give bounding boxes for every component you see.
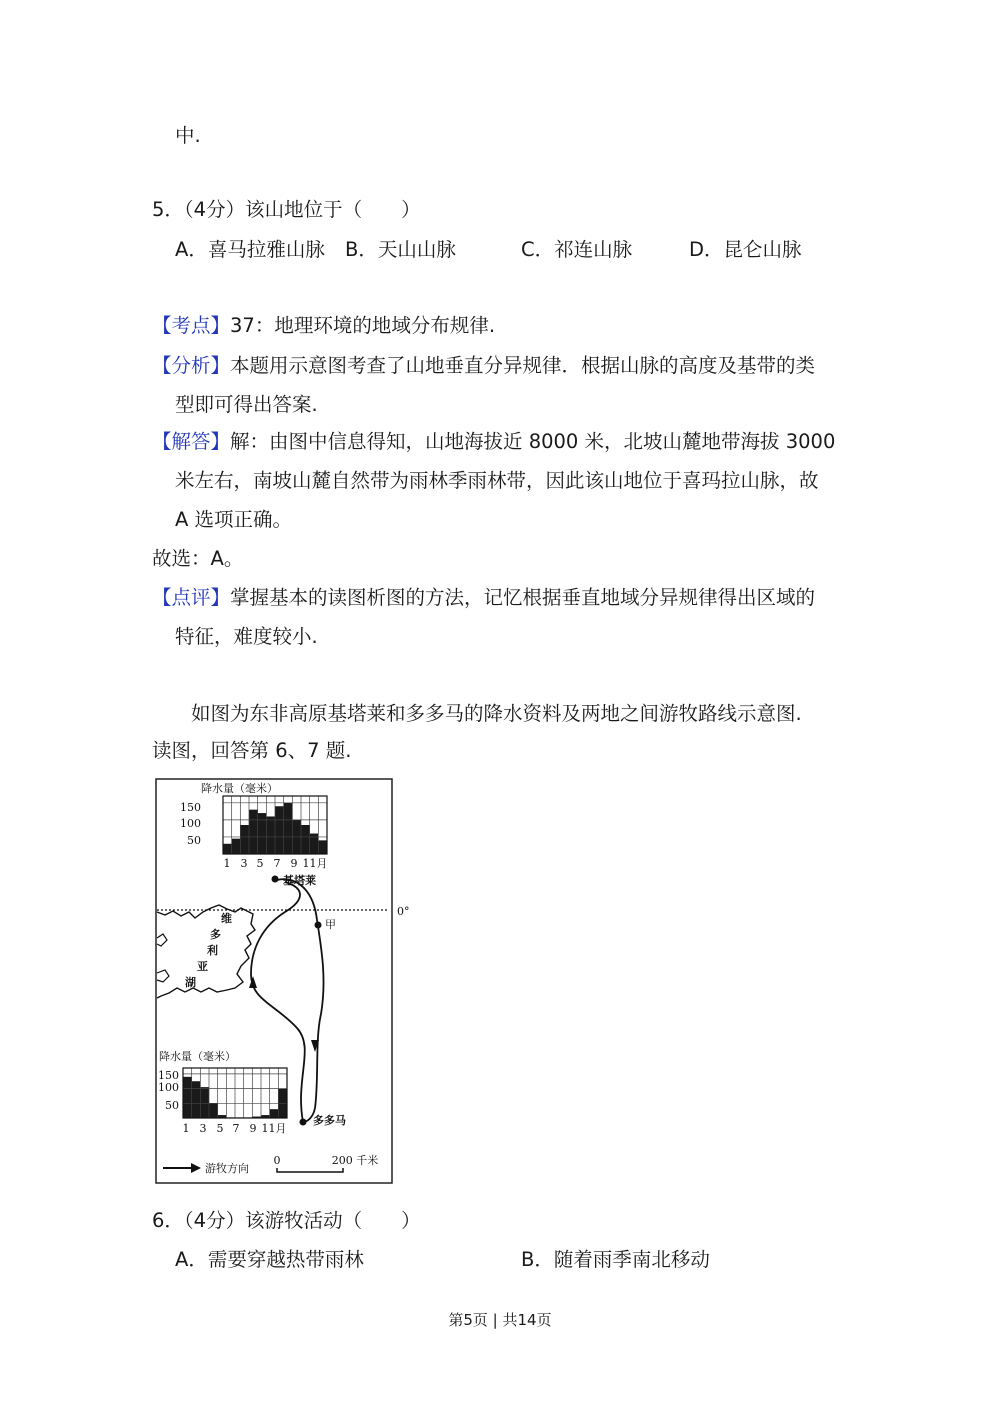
q5-option-a[interactable] (175, 236, 325, 264)
top-xtick-3: 3 (240, 857, 248, 870)
bottom-xtick-5: 5 (216, 1122, 224, 1135)
scale-start: 0 (273, 1154, 281, 1167)
option-letter: B． (521, 1248, 554, 1271)
dianping-text-1: 掌握基本的读图析图的方法，记忆根据垂直地域分异规律得出区域的 (230, 586, 816, 609)
dianping-tag: 【点评】 (152, 586, 231, 609)
jieda-line-3: A 选项正确。 (175, 508, 293, 531)
dodoma-precip-bar (200, 1087, 209, 1118)
q6-option-a[interactable] (175, 1246, 364, 1274)
top-ytick-150: 150 (180, 801, 201, 814)
bottom-ytick-150: 150 (158, 1069, 179, 1082)
answer-choice: 故选：A。 (152, 547, 244, 570)
equator-label: 0° (397, 905, 410, 918)
q5-option-d[interactable] (689, 236, 802, 264)
kaodian-tag: 【考点】 (152, 314, 231, 337)
pastoral-route-figure (155, 778, 410, 1184)
jia-label: 甲 (325, 918, 336, 931)
top-xtick-11: 11月 (302, 857, 328, 870)
dodoma-precip-bar (192, 1081, 201, 1118)
dodoma-precip-bar (183, 1077, 192, 1118)
dodoma-label: 多多马 (313, 1114, 346, 1127)
q5-option-b[interactable] (345, 236, 456, 264)
kitale-precip-bar (284, 803, 293, 854)
kaodian-text: 37：地理环境的地域分布规律. (230, 314, 496, 337)
kitale-dot (272, 876, 279, 883)
bottom-xtick-3: 3 (199, 1122, 207, 1135)
option-text: 祁连山脉 (554, 238, 633, 261)
kitale-precip-bar (266, 816, 275, 854)
bottom-xtick-9: 9 (249, 1122, 257, 1135)
kaodian-line (152, 312, 495, 340)
option-letter: B． (345, 238, 378, 261)
option-text: 天山山脉 (377, 238, 456, 261)
jieda-text-1: 解：由图中信息得知，山地海拔近 8000 米，北坡山麓地带海拔 3000 (230, 430, 836, 453)
top-xtick-7: 7 (273, 857, 281, 870)
kitale-precip-bar (258, 813, 267, 854)
kitale-precip-bar (275, 806, 284, 854)
bottom-ytick-100: 100 (158, 1081, 179, 1094)
fenxi-text-1: 本题用示意图考查了山地垂直分异规律．根据山脉的高度及基带的类 (230, 354, 816, 377)
page-footer: 第5页 | 共14页 (448, 1311, 552, 1329)
scale-end: 200 千米 (331, 1154, 379, 1167)
figure-svg (155, 778, 410, 1184)
bottom-xtick-11: 11月 (261, 1122, 287, 1135)
option-letter: D． (689, 238, 724, 261)
kitale-precip-bar (249, 810, 258, 854)
intro-line-2: 读图，回答第 6、7 题. (152, 739, 352, 762)
dianping-line-2: 特征，难度较小. (175, 625, 318, 648)
bottom-chart-title: 降水量（毫米） (159, 1050, 236, 1063)
top-xtick-1: 1 (223, 857, 231, 870)
option-text: 需要穿越热带雨林 (207, 1248, 364, 1271)
option-text: 昆仑山脉 (723, 238, 802, 261)
fenxi-line-2: 型即可得出答案. (175, 393, 318, 416)
dodoma-dot (300, 1119, 307, 1126)
bottom-xtick-7: 7 (232, 1122, 240, 1135)
lake-char-2: 多 (210, 928, 221, 941)
dianping-line-1 (152, 584, 815, 612)
kitale-precip-bar (318, 840, 327, 854)
jieda-line-2: 米左右，南坡山麓自然带为雨林季雨林带，因此该山地位于喜玛拉山脉，故 (175, 469, 819, 492)
dodoma-precip-bar (209, 1103, 218, 1118)
top-xtick-5: 5 (256, 857, 264, 870)
option-text: 随着雨季南北移动 (553, 1248, 710, 1271)
top-ytick-100: 100 (180, 817, 201, 830)
kitale-label: 基塔莱 (283, 874, 316, 887)
top-ytick-50: 50 (187, 834, 201, 847)
q5-option-c[interactable] (521, 236, 632, 264)
question-6-stem: 6．（4分）该游牧活动（ ） (152, 1209, 421, 1232)
kitale-precip-bar (301, 825, 310, 854)
top-chart-title: 降水量（毫米） (201, 782, 278, 795)
fenxi-line-1 (152, 352, 815, 380)
fenxi-tag: 【分析】 (152, 354, 231, 377)
previous-answer-tail: 中. (175, 124, 201, 147)
option-text: 喜马拉雅山脉 (207, 238, 325, 261)
kitale-precip-bar (223, 844, 232, 854)
lake-char-5: 湖 (185, 976, 196, 989)
kitale-precip-bar (240, 825, 249, 854)
top-xtick-9: 9 (290, 857, 298, 870)
q6-option-b[interactable] (521, 1246, 710, 1274)
kitale-precip-bar (232, 839, 241, 854)
lake-char-4: 亚 (197, 960, 208, 973)
option-letter: A． (175, 1248, 208, 1271)
jia-dot (315, 922, 322, 929)
lake-char-3: 利 (207, 944, 218, 957)
lake-char-1: 维 (221, 912, 232, 925)
jieda-line-1 (152, 428, 835, 456)
option-letter: C． (521, 238, 555, 261)
dodoma-precip-bar (270, 1109, 279, 1118)
intro-line-1: 如图为东非高原基塔莱和多多马的降水资料及两地之间游牧路线示意图. (191, 702, 802, 725)
legend-label: 游牧方向 (205, 1162, 249, 1175)
question-5-stem: 5．（4分）该山地位于（ ） (152, 198, 421, 221)
jieda-tag: 【解答】 (152, 430, 231, 453)
option-letter: A． (175, 238, 208, 261)
bottom-ytick-50: 50 (165, 1099, 179, 1112)
bottom-xtick-1: 1 (182, 1122, 190, 1135)
